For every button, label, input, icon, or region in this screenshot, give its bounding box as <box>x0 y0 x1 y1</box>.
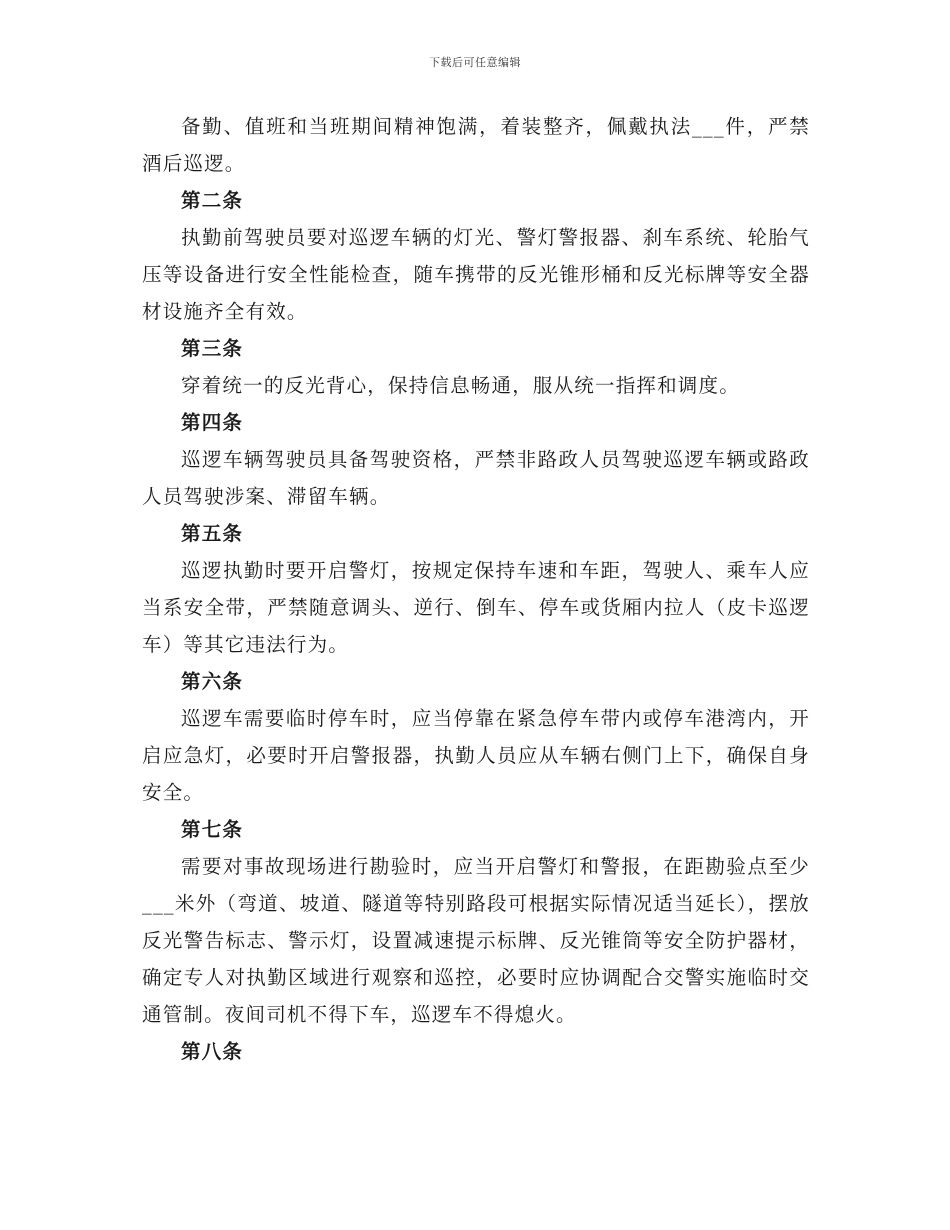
page-header-note: 下载后可任意编辑 <box>429 56 521 69</box>
article-heading-7: 第七条 <box>181 818 244 841</box>
article-heading-8: 第八条 <box>181 1040 244 1063</box>
article-heading-2: 第二条 <box>181 189 244 212</box>
article-heading-5: 第五条 <box>181 522 244 545</box>
document-body <box>142 108 810 1070</box>
paragraph-driver-qualification: 巡逻车辆驾驶员具备驾驶资格，严禁非路政人员驾驶巡逻车辆或路政人员驾驶涉案、滞留车辆。 <box>142 448 810 508</box>
article-heading-6: 第六条 <box>181 670 244 693</box>
paragraph-duty-attire: 备勤、值班和当班期间精神饱满，着装整齐，佩戴执法___件，严禁酒后巡逻。 <box>142 115 810 175</box>
paragraph-accident-scene: 需要对事故现场进行勘验时，应当开启警灯和警报，在距勘验点至少___米外（弯道、坡道、隧道等特别路段可根据实际情况适当延长），摆放反光警告标志、警示灯，设置减速提示标牌、反光锥筒等安全防护器材，确定专人对执勤区域进行观察和巡控，必要时应协调配合交警实施临时交通管制。夜间司机不得下车，巡逻车不得熄火。 <box>142 855 810 1026</box>
article-heading-3: 第三条 <box>181 337 244 360</box>
article-heading-4: 第四条 <box>181 411 244 434</box>
paragraph-patrol-driving: 巡逻执勤时要开启警灯，按规定保持车速和车距，驾驶人、乘车人应当系安全带，严禁随意调头、逆行、倒车、停车或货厢内拉人（皮卡巡逻车）等其它违法行为。 <box>142 559 810 656</box>
paragraph-temporary-stop: 巡逻车需要临时停车时，应当停靠在紧急停车带内或停车港湾内，开启应急灯，必要时开启警报器，执勤人员应从车辆右侧门上下，确保自身安全。 <box>142 707 810 804</box>
paragraph-reflective-vest: 穿着统一的反光背心，保持信息畅通，服从统一指挥和调度。 <box>181 374 740 397</box>
paragraph-vehicle-check: 执勤前驾驶员要对巡逻车辆的灯光、警灯警报器、刹车系统、轮胎气压等设备进行安全性能检查，随车携带的反光锥形桶和反光标牌等安全器材设施齐全有效。 <box>142 226 810 323</box>
